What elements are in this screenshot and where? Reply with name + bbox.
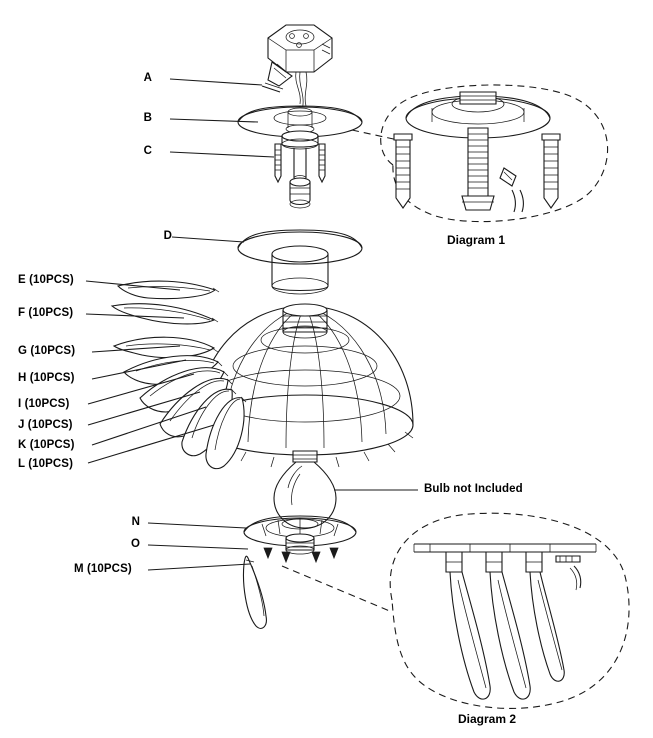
lower-blade-m	[244, 556, 267, 628]
label-g: G (10PCS)	[18, 345, 76, 357]
label-c: C	[143, 145, 152, 157]
blade-set-left	[112, 281, 246, 469]
label-j: J (10PCS)	[18, 419, 73, 431]
label-a: A	[143, 72, 152, 84]
label-o: O	[130, 538, 140, 550]
label-f: F (10PCS)	[18, 307, 74, 319]
diagram-2-detail	[390, 513, 629, 708]
label-m: M (10PCS)	[74, 563, 132, 575]
collar-screws-group	[275, 131, 325, 208]
label-h: H (10PCS)	[18, 372, 75, 384]
mounting-bracket-group	[262, 25, 332, 110]
upper-shade-cap-group	[238, 230, 362, 294]
label-l: L (10PCS)	[18, 458, 74, 470]
diagram-1-detail	[381, 85, 608, 222]
bulb-not-included-note: Bulb not Included	[424, 483, 523, 495]
diagram-2-caption: Diagram 2	[458, 712, 517, 726]
label-i: I (10PCS)	[18, 398, 70, 410]
diagram-1-caption: Diagram 1	[447, 233, 506, 247]
label-b: B	[143, 112, 152, 124]
label-e: E (10PCS)	[18, 274, 74, 286]
label-k: K (10PCS)	[18, 439, 75, 451]
label-d: D	[163, 230, 172, 242]
label-n: N	[131, 516, 140, 528]
lower-ring-assembly	[244, 516, 356, 562]
